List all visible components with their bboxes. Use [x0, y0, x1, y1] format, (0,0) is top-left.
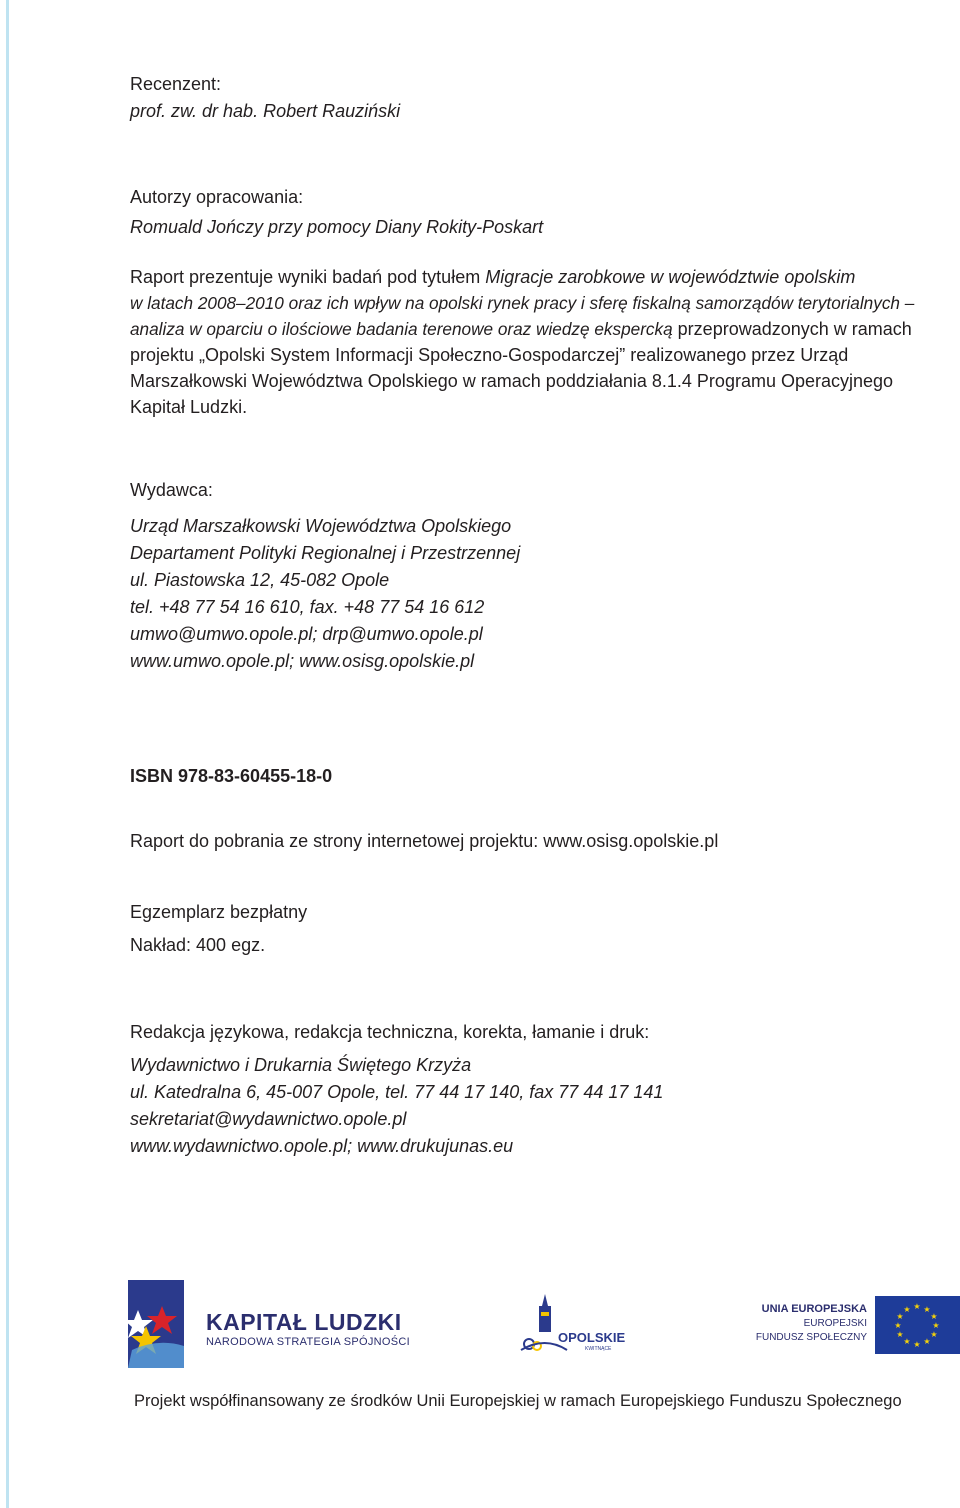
printing-line: Wydawnictwo i Drukarnia Świętego Krzyża [130, 1055, 472, 1075]
kapital-ludzki-logo-icon [128, 1280, 188, 1368]
kapital-ludzki-subtitle: NARODOWA STRATEGIA SPÓJNOŚCI [206, 1336, 410, 1348]
authors-label: Autorzy opracowania: [130, 187, 304, 207]
download-note: Raport do pobrania ze strony internetowej projektu: www.osisg.opolskie.pl [130, 831, 719, 851]
cofinancing-note: Projekt współfinansowany ze środków Unii Europejskiej w ramach Europejskiego Funduszu Społecznego [134, 1392, 902, 1410]
description-line-6: Kapitał Ludzki. [130, 397, 248, 417]
opolskie-wordmark: OPOLSKIE [558, 1330, 626, 1345]
eu-fund-label-2: FUNDUSZ SPOŁECZNY [755, 1332, 867, 1343]
description-line-5: Marszałkowski Województwa Opolskiego w ramach poddziałania 8.1.4 Programu Operacyjnego [130, 371, 894, 391]
printing-line: www.wydawnictwo.opole.pl; www.drukujunas.eu [130, 1136, 514, 1156]
report-description [130, 264, 960, 420]
print-run: Nakład: 400 egz. [130, 935, 266, 955]
svg-text:★: ★ [896, 1330, 904, 1339]
publisher-line: umwo@umwo.opole.pl; drp@umwo.opole.pl [130, 624, 483, 644]
isbn: ISBN 978-83-60455-18-0 [130, 766, 333, 786]
eu-flag-icon [875, 1296, 960, 1354]
svg-text:★: ★ [930, 1312, 938, 1321]
free-copy-note: Egzemplarz bezpłatny [130, 902, 308, 922]
publisher-line: Departament Polityki Regionalnej i Przestrzennej [130, 543, 521, 563]
publisher-line: Urząd Marszałkowski Województwa Opolskiego [130, 516, 512, 536]
description-line-3: analiza w oparciu o ilościowe badania terenowe oraz wiedzę ekspercką przeprowadzonych w ramach [130, 319, 912, 339]
description-line-1: Raport prezentuje wyniki badań pod tytułem Migracje zarobkowe w województwie opolskim [130, 267, 856, 287]
svg-text:★: ★ [930, 1330, 938, 1339]
report-title-part-1: Migracje zarobkowe w województwie opolskim [485, 267, 856, 287]
reviewer-label: Recenzent: [130, 74, 222, 94]
authors-names: Romuald Jończy przy pomocy Diany Rokity-Poskart [130, 217, 544, 237]
svg-text:★: ★ [923, 1337, 931, 1346]
kapital-ludzki-title: KAPITAŁ LUDZKI [206, 1309, 402, 1335]
report-title-part-3: analiza w oparciu o ilościowe badania terenowe oraz wiedzę ekspercką [130, 319, 673, 339]
eu-fund-label-1: EUROPEJSKI [803, 1318, 867, 1329]
description-line-4: projektu „Opolski System Informacji Społeczno-Gospodarczej” realizowanego przez Urząd [130, 345, 849, 365]
printing-label: Redakcja językowa, redakcja techniczna, korekta, łamanie i druk: [130, 1022, 650, 1042]
reviewer-name: prof. zw. dr hab. Robert Rauziński [130, 101, 401, 121]
opolskie-tagline: KWITNĄCE [585, 1346, 612, 1352]
publisher-section [130, 477, 520, 675]
printing-line: sekretariat@wydawnictwo.opole.pl [130, 1109, 407, 1129]
svg-text:★: ★ [894, 1321, 902, 1330]
svg-text:★: ★ [913, 1302, 921, 1311]
printing-line: ul. Katedralna 6, 45-007 Opole, tel. 77 44 17 140, fax 77 44 17 141 [130, 1082, 664, 1102]
svg-text:★: ★ [932, 1321, 940, 1330]
svg-text:★: ★ [923, 1305, 931, 1314]
authors-section [130, 184, 543, 241]
publisher-label: Wydawca: [130, 480, 213, 500]
publisher-line: ul. Piastowska 12, 45-082 Opole [130, 570, 390, 590]
svg-text:★: ★ [903, 1305, 911, 1314]
svg-text:★: ★ [913, 1340, 921, 1349]
left-margin-rule [6, 0, 9, 1508]
reviewer-section [130, 71, 400, 125]
svg-text:★: ★ [896, 1312, 904, 1321]
publisher-line: tel. +48 77 54 16 610, fax. +48 77 54 16 612 [130, 597, 485, 617]
svg-text:★: ★ [903, 1337, 911, 1346]
eu-union-label: UNIA EUROPEJSKA [761, 1303, 867, 1315]
printing-section [130, 1019, 663, 1160]
description-line-2: w latach 2008–2010 oraz ich wpływ na opolski rynek pracy i sferę fiskalną samorządów terytorialnych – [130, 293, 915, 313]
publisher-line: www.umwo.opole.pl; www.osisg.opolskie.pl [130, 651, 475, 671]
